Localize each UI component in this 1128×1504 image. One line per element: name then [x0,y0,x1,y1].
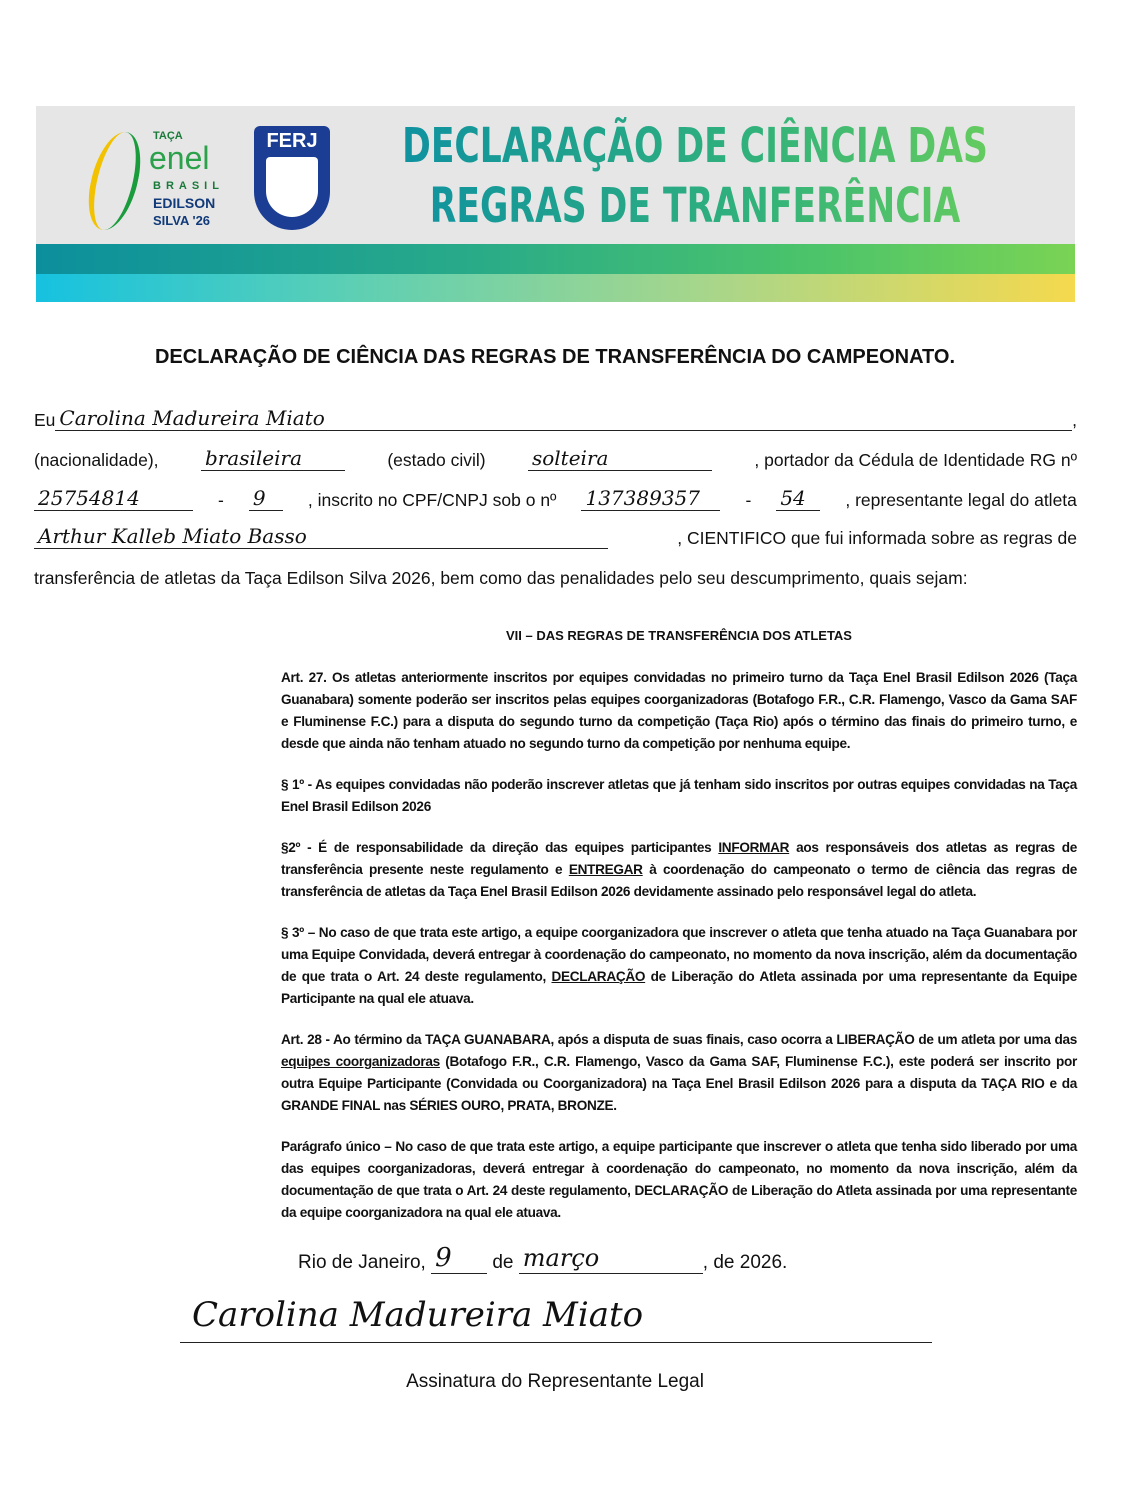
rg-field[interactable]: 25754814 [34,486,193,511]
banner-title [371,116,1019,236]
cpf-field[interactable]: 137389357 [581,486,720,511]
ferj-shield-icon [266,157,318,217]
document-heading: DECLARAÇÃO DE CIÊNCIA DAS REGRAS DE TRANSFERÊNCIA DO CAMPEONATO. [154,346,956,368]
day-field[interactable]: 9 [431,1243,487,1274]
nationality-field[interactable]: brasileira [201,446,345,471]
paragraph-2: §2º - É de responsabilidade da direção das equipes participantes INFORMAR aos responsáveis dos atletas as regras de transferência presente neste regulamento e ENTREGAR à coordenação do campeonato o termo de ciência das regras de transferência de atletas da Taça Enel Brasil Edilson 2026 devidamente assinado pelo responsável legal do atleta. [281,840,1077,899]
month-field[interactable]: março [519,1243,703,1274]
paragraph-3: § 3º – No caso de que trata este artigo, a equipe coorganizadora que inscrever o atleta que tenha atuado na Taça Guanabara por uma Equipe Convidada, deverá entregar à coordenação do campeonato, no momento da nova inscrição, além da documentação de que trata o Art. 24 deste regulamento, DECLARAÇÃO de Liberação do Atleta assinada por uma representante da Equipe Participante na qual ele atuava. [281,925,1078,1006]
article-28: Art. 28 - Ao término da TAÇA GUANABARA, após a disputa de suas finais, caso ocorra a LIBERAÇÃO de um atleta por uma das equipes coorganizadoras (Botafogo F.R., C.R. Flamengo, Vasco da Gama SAF, Fluminense F.C.), este poderá ser inscrito por outra Equipe Participante (Convidada ou Coorganizadora) na Taça Enel Brasil Edilson 2026 para a disputa da TAÇA RIO e da GRANDE FINAL nas SÉRIES OURO, PRATA, BRONZE. [281,1032,1077,1113]
signature-field[interactable]: Carolina Madureira Miato [180,1295,932,1343]
cpf-digit-field[interactable]: 54 [776,486,820,511]
regulation-body [0,667,1128,1393]
ferj-logo: FERJ [254,126,330,230]
paragraph-unico: Parágrafo único – No caso de que trata este artigo, a equipe participante que inscrever o atleta que tenha sido liberado por uma das equipes coorganizadoras, deverá entregar à coordenação do campeonato, no momento da nova inscrição, além da documentação de que trata o Art. 24 deste regulamento, DECLARAÇÃO de Liberação do Atleta assinada por uma representante da equipe coorganizadora na qual ele atuava. [281,1139,1077,1220]
article-27: Art. 27. Os atletas anteriormente inscritos por equipes convidadas no primeiro turno da Taça Enel Brasil Edilson 2026 (Taça Guanabara) somente poderão ser inscritos pelas equipes coorganizadoras (Botafogo F.R., C.R. Flamengo, Vasco da Gama SAF e Fluminense F.C.) para a disputa do segundo turno da competição (Taça Rio) após o término das finais do primeiro turno, e desde que ainda não tenham atuado no segundo turno da competição por nenhuma equipe. [281,670,1077,751]
section-title: VII – DAS REGRAS DE TRANSFERÊNCIA DOS ATLETAS [506,628,852,643]
signature-label: Assinatura do Representante Legal [406,1371,704,1392]
declaration-form: Eu Carolina Madureira Miato , (nacionalidade), brasileira (estado civil) solteira , portador da Cédula de Identidade RG nº 25754814 - 9 , inscrito no CPF/CNPJ sob o nº 137389357 - 54 , representante legal do atleta Arthur Kalleb Miato Basso , CIENTIFICO que fui informada sobre as regras de transferência de atletas da Taça Edilson Silva 2026, bem como das penalidades pelo seu descumprimento, quais sejam: [34,406,1077,588]
date-line: Rio de Janeiro, 9 de março , de 2026. [298,1243,788,1273]
marital-status-field[interactable]: solteira [528,446,712,471]
header-banner [36,106,1075,302]
taca-enel-logo: TAÇA enel BRASIL EDILSON SILVA '26 [91,128,241,233]
banner-title-line1: DECLARAÇÃO DE CIÊNCIA DAS [371,116,1019,176]
name-field[interactable]: Carolina Madureira Miato [55,406,1072,431]
rg-digit-field[interactable]: 9 [249,486,283,511]
paragraph-1: § 1º - As equipes convidadas não poderão inscrever atletas que já tenham sido inscritos por outras equipes convidadas na Taça Enel Brasil Edilson 2026 [281,777,1077,814]
banner-title-line2: REGRAS DE TRANFERÊNCIA [371,176,1019,236]
athlete-name-field[interactable]: Arthur Kalleb Miato Basso [34,524,608,549]
